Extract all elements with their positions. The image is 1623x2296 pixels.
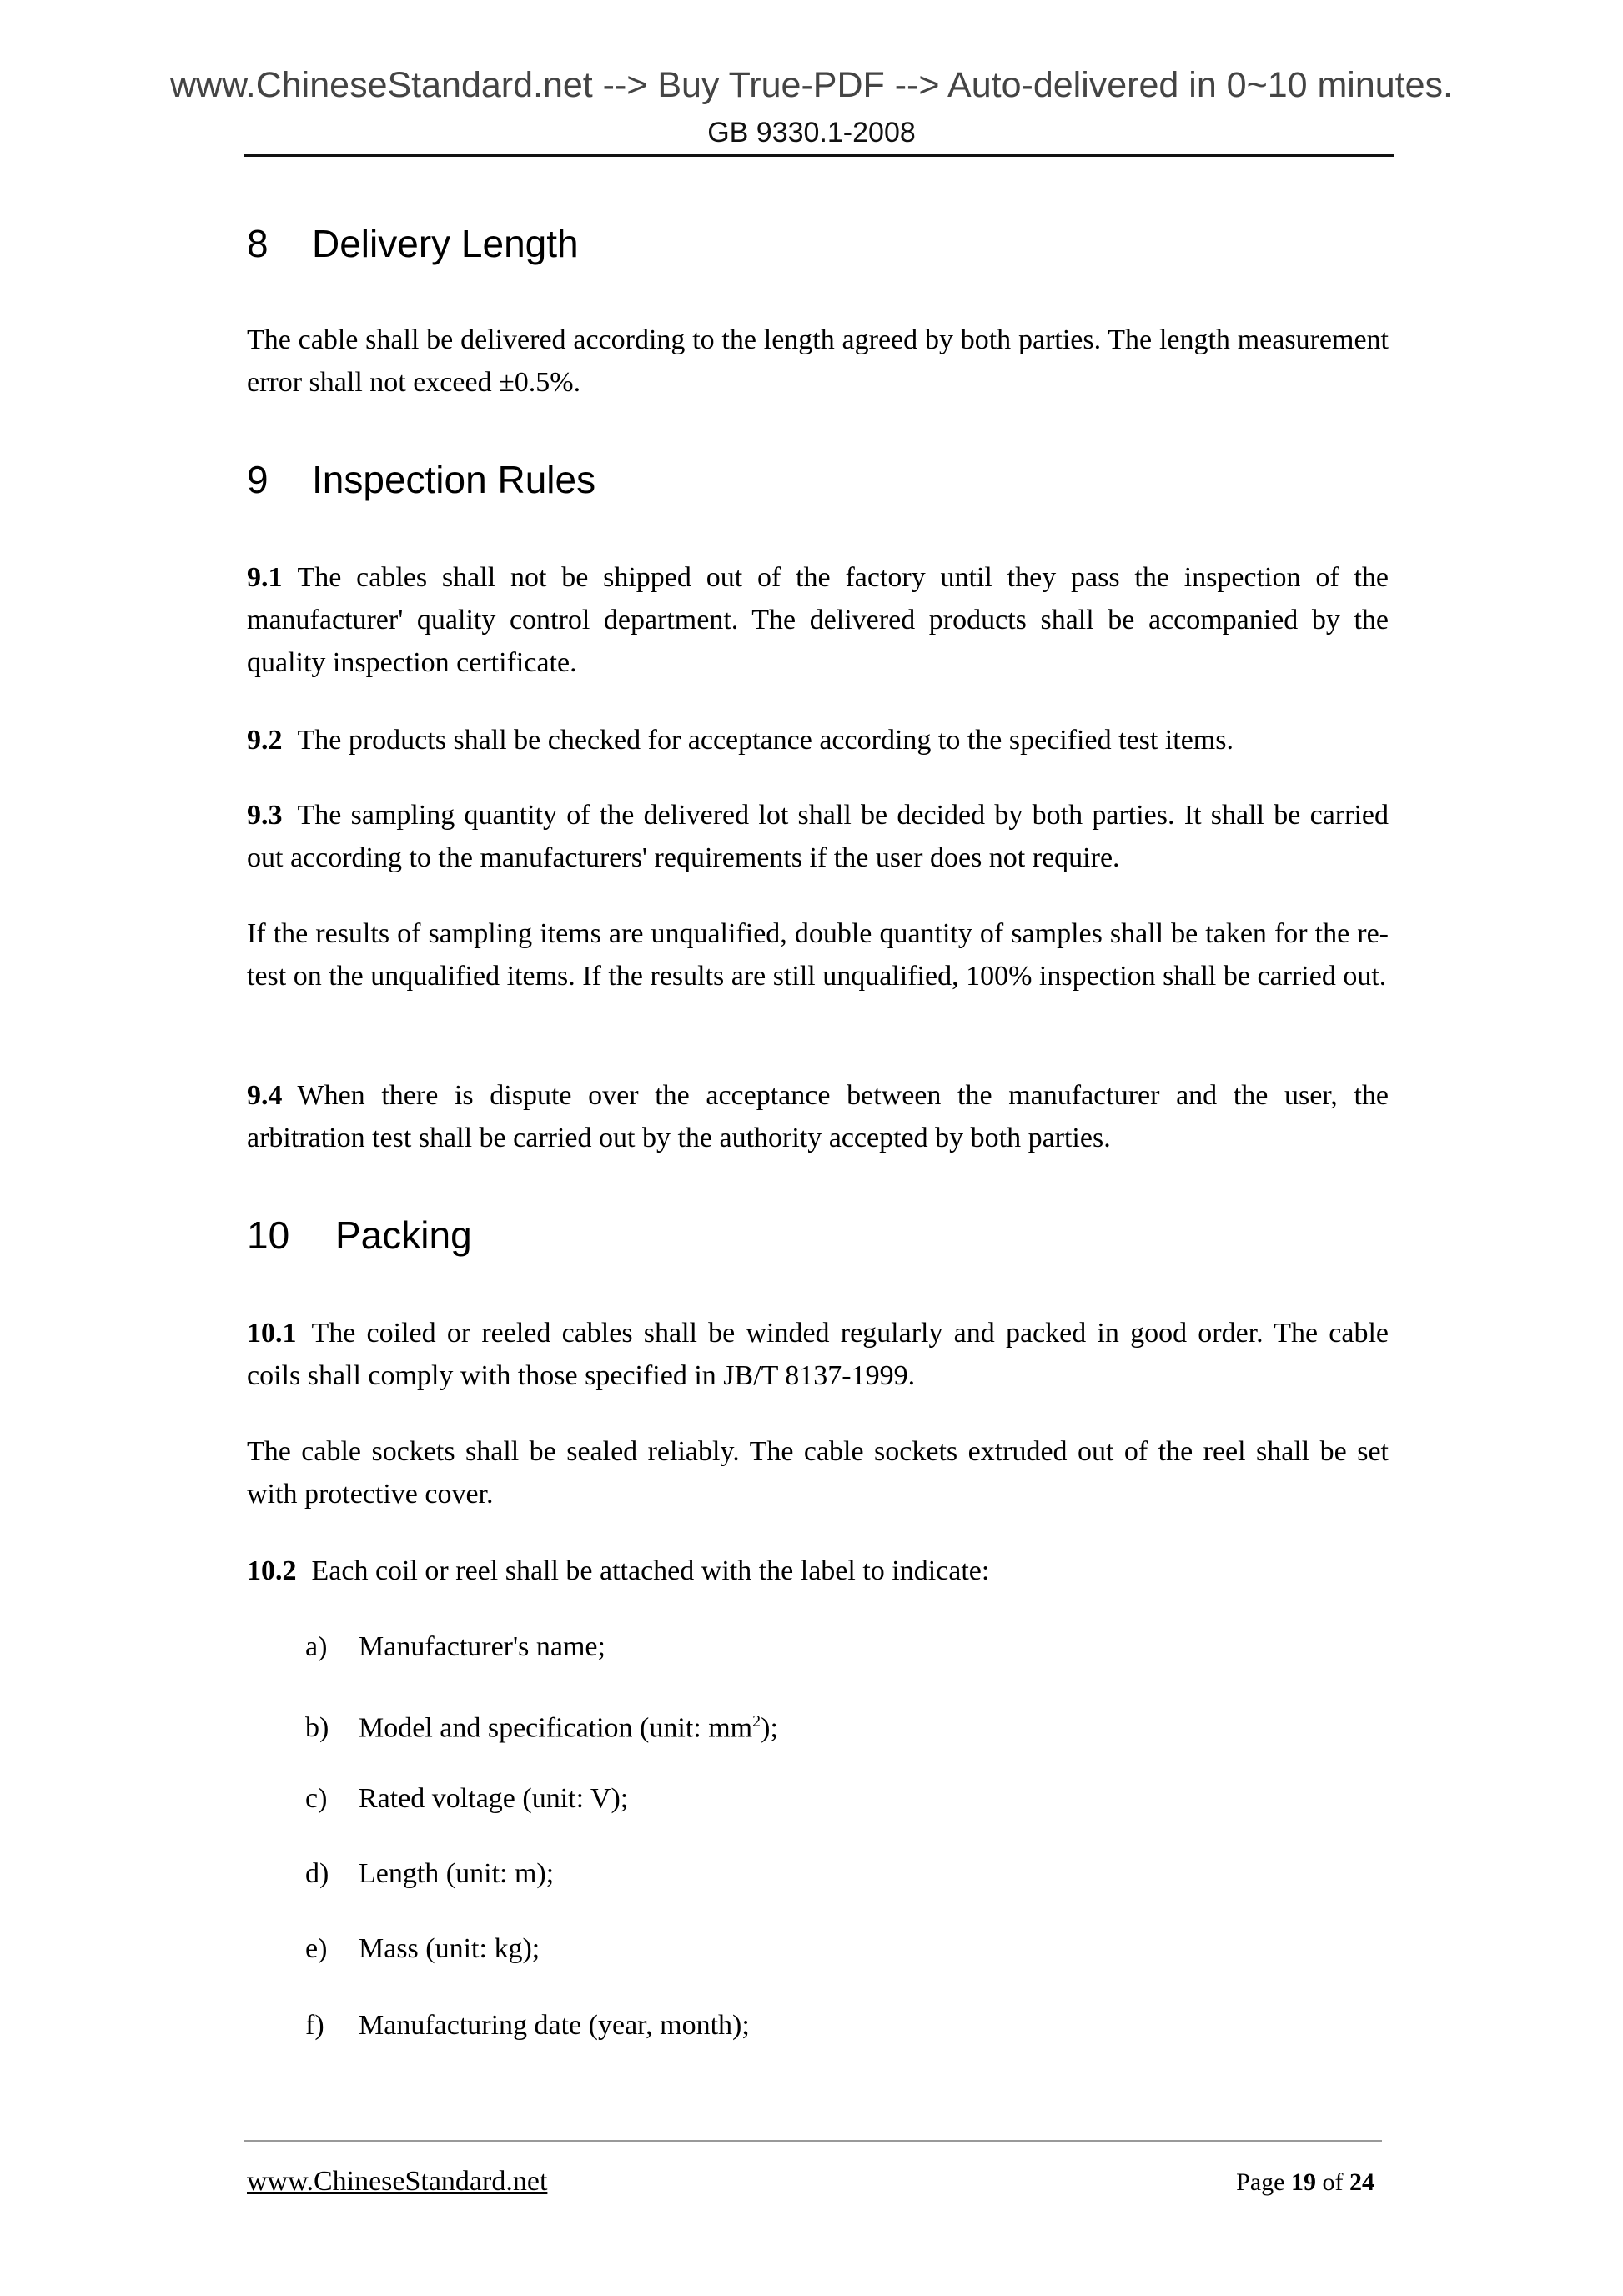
clause-number: 9.4 — [247, 1080, 283, 1111]
list-item — [305, 1777, 628, 1820]
list-text: Mass (unit: kg); — [359, 1933, 540, 1964]
heading-title: Packing — [335, 1213, 472, 1257]
list-item — [305, 1625, 605, 1668]
clause-text: The products shall be checked for acceptance according to the specified test items. — [297, 725, 1234, 756]
page-of: of — [1322, 2168, 1344, 2196]
clause-9-3 — [247, 794, 1389, 879]
list-letter: d) — [305, 1858, 329, 1889]
clause-10-2 — [247, 1550, 1389, 1592]
heading-number: 8 — [247, 222, 269, 265]
clause-text: The cables shall not be shipped out of the factory until they pass the inspection of the manufacturer' quality control department. The delivered products shall be accompanied by the quality inspection certificate. — [247, 562, 1389, 678]
list-item — [305, 1701, 778, 1749]
clause-number: 9.1 — [247, 562, 283, 593]
heading-title: Inspection Rules — [312, 458, 596, 501]
page-number — [1236, 2168, 1374, 2197]
list-text: Model and specification (unit: mm — [359, 1712, 753, 1744]
list-letter: e) — [305, 1933, 328, 1964]
clause-text: The coiled or reeled cables shall be winded regularly and packed in good order. The cable coils shall comply with those specified in JB/T 8137-1999. — [247, 1318, 1389, 1391]
list-letter: b) — [305, 1712, 329, 1744]
list-letter: f) — [305, 2010, 324, 2041]
list-item — [305, 2004, 750, 2047]
list-letter: a) — [305, 1631, 328, 1662]
clause-9-1 — [247, 556, 1389, 684]
clause-number: 9.2 — [247, 725, 283, 756]
header-divider — [244, 154, 1394, 157]
heading-title: Delivery Length — [312, 222, 579, 265]
list-item — [305, 1852, 554, 1895]
list-text: Rated voltage (unit: V); — [359, 1783, 629, 1814]
clause-9-2 — [247, 719, 1389, 761]
heading-section-9 — [247, 456, 595, 503]
clause-text: When there is dispute over the acceptance between the manufacturer and the user, the arbitration test shall be carried out by the authority accepted by both parties. — [247, 1080, 1389, 1153]
list-text: Length (unit: m); — [359, 1858, 555, 1889]
paragraph: The cable shall be delivered according to the length agreed by both parties. The length measurement error shall not exceed ±0.5%. — [247, 324, 1389, 398]
footer-website-link[interactable]: www.ChineseStandard.net — [247, 2166, 548, 2197]
current-page: 19 — [1291, 2168, 1316, 2196]
list-text: Manufacturing date (year, month); — [359, 2010, 750, 2041]
paragraph: If the results of sampling items are unqualified, double quantity of samples shall be taken for the re-test on the unqualified items. If the results are still unqualified, 100% inspection shall be carried out. — [247, 918, 1389, 992]
heading-number: 10 — [247, 1213, 290, 1257]
clause-number: 9.3 — [247, 800, 283, 831]
footer-divider — [244, 2140, 1382, 2142]
clause-9-4 — [247, 1074, 1389, 1159]
list-letter: c) — [305, 1783, 328, 1814]
total-pages: 24 — [1349, 2168, 1374, 2196]
heading-number: 9 — [247, 458, 269, 501]
superscript: 2 — [752, 1712, 761, 1731]
list-item — [305, 1927, 540, 1970]
clause-number: 10.1 — [247, 1318, 297, 1349]
list-text-tail: ); — [761, 1712, 778, 1744]
heading-section-10 — [247, 1212, 472, 1259]
clause-10-1 — [247, 1312, 1389, 1397]
clause-text: The sampling quantity of the delivered lot shall be decided by both parties. It shall be carried out according to the manufacturers' requirements if the user does not require. — [247, 800, 1389, 873]
header-banner: www.ChineseStandard.net --> Buy True-PDF --> Auto-delivered in 0~10 minutes. — [169, 65, 1453, 105]
clause-number: 10.2 — [247, 1555, 297, 1586]
paragraph: The cable sockets shall be sealed reliably. The cable sockets extruded out of the reel shall be set with protective cover. — [247, 1436, 1389, 1510]
standard-number: GB 9330.1-2008 — [707, 117, 916, 148]
list-text: Manufacturer's name; — [359, 1631, 605, 1662]
page-label: Page — [1236, 2168, 1285, 2196]
heading-section-8 — [247, 220, 579, 267]
clause-text: Each coil or reel shall be attached with the label to indicate: — [311, 1555, 990, 1586]
